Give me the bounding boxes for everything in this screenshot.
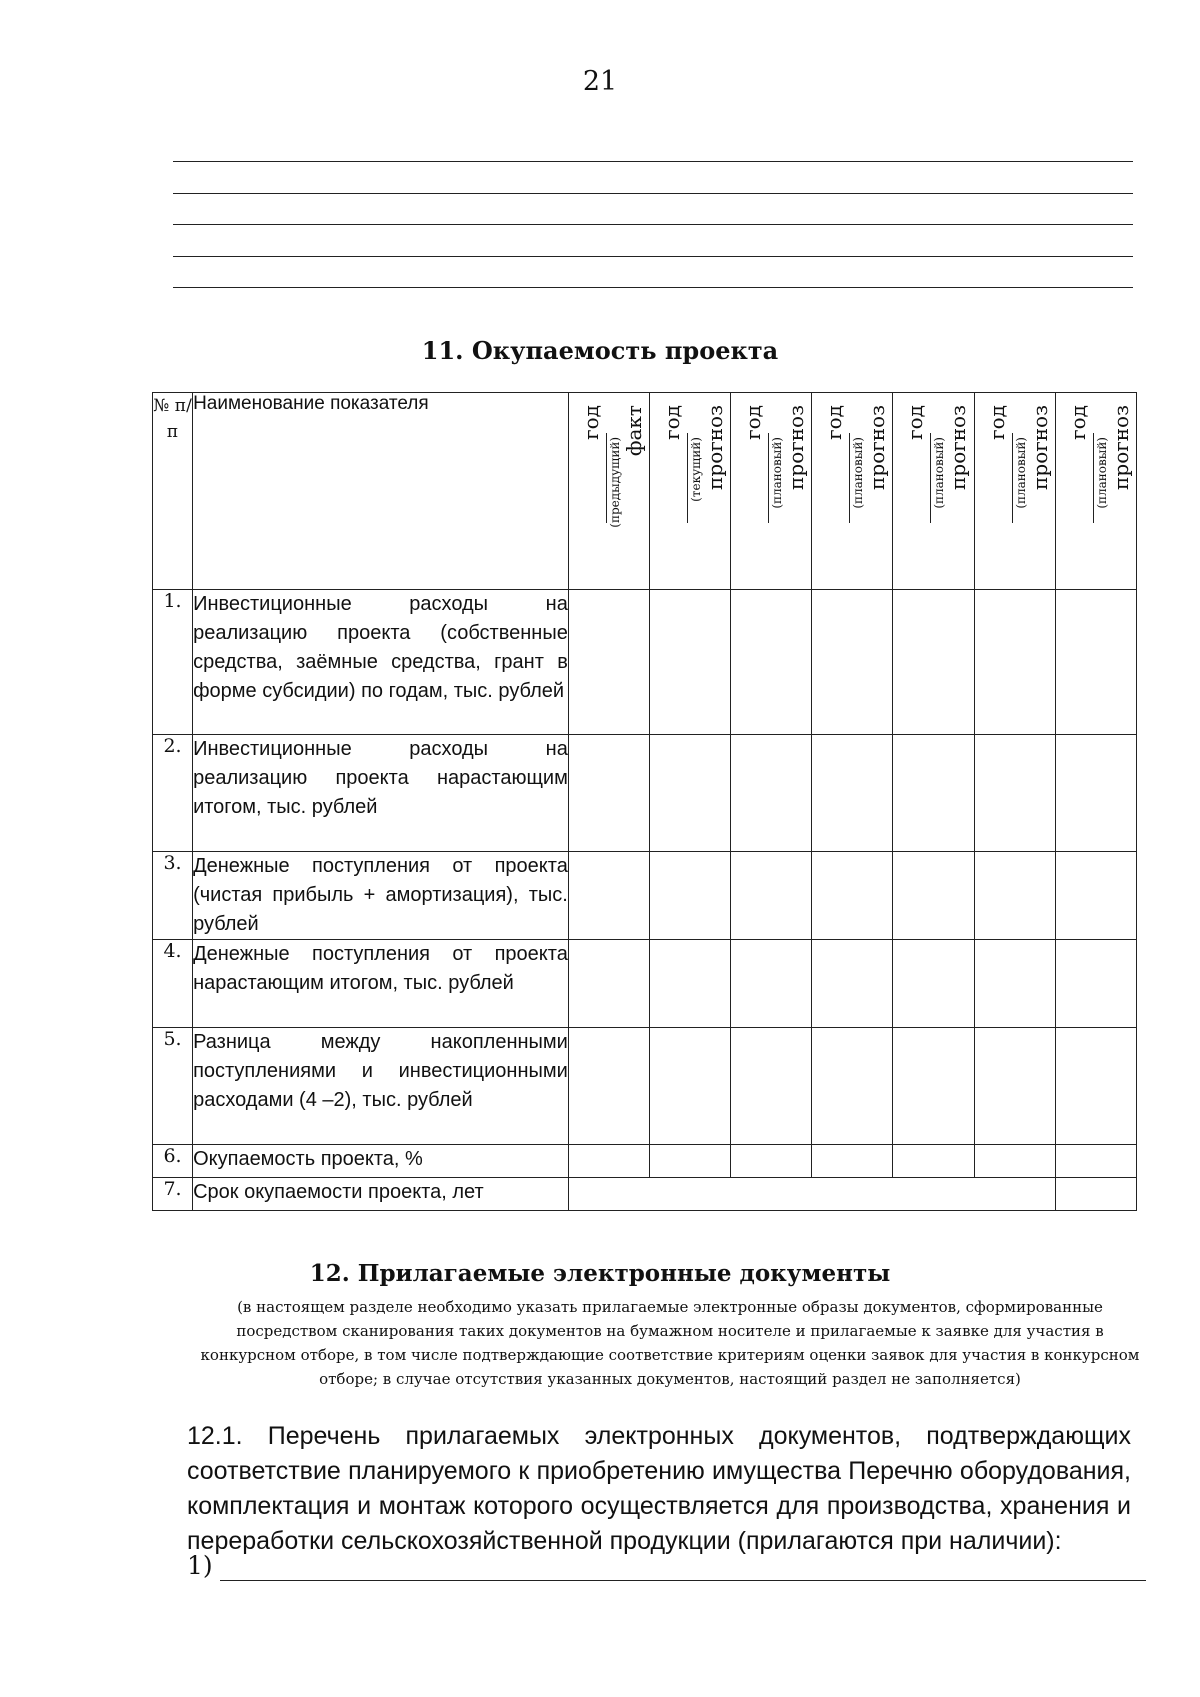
row-number: 1. [153, 590, 193, 735]
blank-line [173, 287, 1133, 288]
table-cell [974, 735, 1055, 852]
table-cell [812, 940, 893, 1028]
table-cell [649, 940, 730, 1028]
table-cell [1055, 852, 1136, 940]
table-cell [1055, 1028, 1136, 1145]
year-blank-line [1093, 433, 1094, 523]
table-cell [731, 590, 812, 735]
row-number: 5. [153, 1028, 193, 1145]
table-row [153, 852, 1137, 940]
header-year [731, 393, 812, 590]
table-cell [649, 1145, 730, 1178]
table-cell [649, 1028, 730, 1145]
year-sub-label: (плановый) [1013, 437, 1028, 509]
header-year [568, 393, 649, 590]
table-cell [893, 590, 974, 735]
table-cell [568, 940, 649, 1028]
blank-line [173, 161, 1133, 162]
year-sub-label: (плановый) [851, 437, 866, 509]
year-label: год [822, 405, 847, 440]
year-type-label: прогноз [1027, 405, 1052, 490]
table-cell [649, 590, 730, 735]
indicator-name: Срок окупаемости проекта, лет [193, 1178, 569, 1211]
table-cell [893, 735, 974, 852]
blank-line [173, 256, 1133, 257]
table-cell [1055, 1178, 1136, 1211]
row-number: 6. [153, 1145, 193, 1178]
year-sub-label: (предыдущий) [607, 437, 622, 528]
header-year [649, 393, 730, 590]
blank-line [173, 224, 1133, 225]
year-type-label: факт [621, 405, 646, 457]
table-cell [731, 852, 812, 940]
table-row [153, 1178, 1137, 1211]
table-header-row [153, 393, 1137, 590]
table-cell [731, 940, 812, 1028]
table-cell [568, 590, 649, 735]
table-row [153, 735, 1137, 852]
table-cell [568, 1028, 649, 1145]
year-label: год [903, 405, 928, 440]
table-row [153, 1028, 1137, 1145]
year-type-label: прогноз [946, 405, 971, 490]
table-cell [974, 852, 1055, 940]
year-sub-label: (текущий) [688, 437, 703, 502]
indicator-name: Денежные поступления от проекта (чистая прибыль + амортизация), тыс. рублей [193, 852, 569, 940]
table-cell [649, 852, 730, 940]
list-item-blank-line [220, 1580, 1146, 1581]
year-blank-line [687, 433, 688, 523]
table-cell [974, 590, 1055, 735]
table-cell [812, 1145, 893, 1178]
header-year [1055, 393, 1136, 590]
year-sub-label: (плановый) [932, 437, 947, 509]
table-cell [893, 1145, 974, 1178]
table-cell [974, 940, 1055, 1028]
table-cell-merged [568, 1178, 1055, 1211]
year-type-label: прогноз [1108, 405, 1133, 490]
year-label: год [741, 405, 766, 440]
table-cell [893, 852, 974, 940]
year-type-label: прогноз [784, 405, 809, 490]
table-cell [1055, 1145, 1136, 1178]
table-cell [812, 852, 893, 940]
year-type-label: прогноз [702, 405, 727, 490]
row-number: 2. [153, 735, 193, 852]
list-item-label: 1) [187, 1551, 213, 1580]
row-number: 4. [153, 940, 193, 1028]
year-type-label: прогноз [865, 405, 890, 490]
year-label: год [1065, 405, 1090, 440]
year-sub-label: (плановый) [770, 437, 785, 509]
table-cell [731, 1028, 812, 1145]
table-cell [812, 735, 893, 852]
year-blank-line [606, 433, 607, 523]
year-label: год [984, 405, 1009, 440]
indicator-name: Окупаемость проекта, % [193, 1145, 569, 1178]
header-num: № п/п [153, 393, 193, 590]
header-year [893, 393, 974, 590]
year-blank-line [768, 433, 769, 523]
indicator-name: Разница между накопленными поступлениями и инвестиционными расходами (4 –2), тыс. рублей [193, 1028, 569, 1145]
indicator-name: Инвестиционные расходы на реализацию проекта нарастающим итогом, тыс. рублей [193, 735, 569, 852]
table-cell [812, 590, 893, 735]
table-cell [568, 1145, 649, 1178]
table-row [153, 1145, 1137, 1178]
table-cell [974, 1145, 1055, 1178]
section-11-title: 11. Окупаемость проекта [421, 336, 779, 365]
indicator-name: Денежные поступления от проекта нарастающим итогом, тыс. рублей [193, 940, 569, 1028]
year-label: год [659, 405, 684, 440]
blank-line [173, 193, 1133, 194]
indicator-name: Инвестиционные расходы на реализацию проекта (собственные средства, заёмные средства, грант в форме субсидии) по годам, тыс. рублей [193, 590, 569, 735]
table-cell [568, 735, 649, 852]
table-cell [731, 735, 812, 852]
table-cell [893, 1028, 974, 1145]
header-name: Наименование показателя [193, 393, 569, 590]
payback-table [152, 392, 1137, 1211]
section-12-title: 12. Прилагаемые электронные документы [309, 1260, 891, 1287]
page-number: 21 [582, 66, 618, 97]
table-cell [893, 940, 974, 1028]
year-blank-line [1012, 433, 1013, 523]
year-label: год [578, 405, 603, 440]
year-sub-label: (плановый) [1094, 437, 1109, 509]
item-12-1-paragraph: 12.1. Перечень прилагаемых электронных документов, подтверждающих соответствие планируемого к приобретению имущества Перечню оборудования, комплектация и монтаж которого осуществляется для производства, хранения и переработки сельскохозяйственной продукции (прилагаются при наличии): [187, 1422, 1131, 1555]
table-cell [812, 1028, 893, 1145]
table-cell [1055, 940, 1136, 1028]
table-row [153, 590, 1137, 735]
table-cell [731, 1145, 812, 1178]
row-number: 7. [153, 1178, 193, 1211]
row-number: 3. [153, 852, 193, 940]
table-row [153, 940, 1137, 1028]
table-cell [974, 1028, 1055, 1145]
table-cell [1055, 590, 1136, 735]
table-cell [649, 735, 730, 852]
table-cell [1055, 735, 1136, 852]
header-year [974, 393, 1055, 590]
table-cell [568, 852, 649, 940]
header-year [812, 393, 893, 590]
section-12-note: (в настоящем разделе необходимо указать прилагаемые электронные образы документов, сформированные посредством сканирования таких документов на бумажном носителе и прилагаемые к заявке для участия в конкурсном отборе, в том числе подтверждающие соответствие критериям оценки заявок для участия в конкурсном отборе; в случае отсутствия указанных документов, настоящий раздел не заполняется) [200, 1298, 1140, 1388]
